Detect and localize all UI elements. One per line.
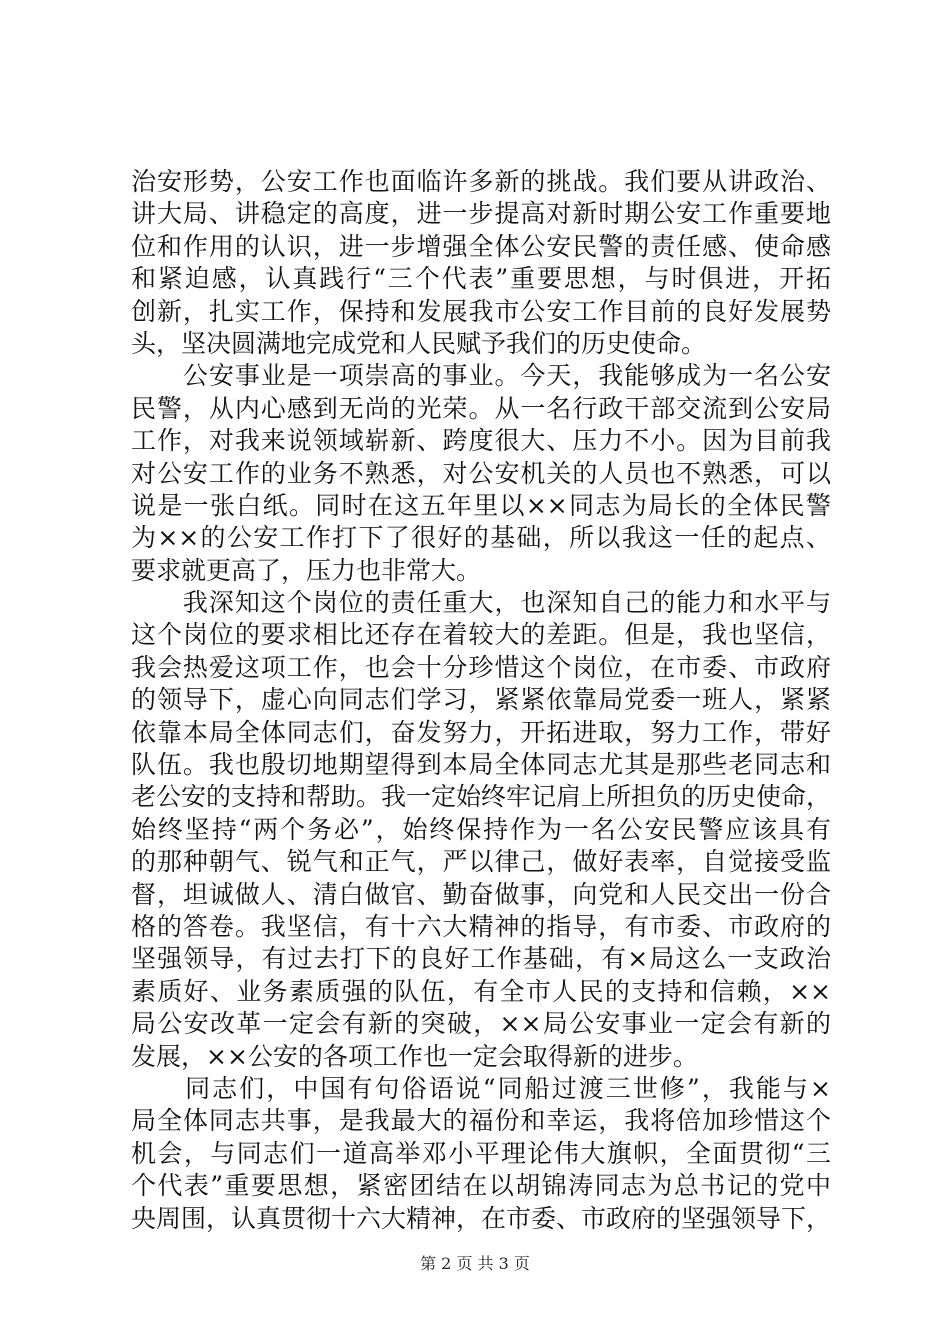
body-text	[131, 166, 831, 1235]
text-line: 素质好、业务素质强的队伍，有全市人民的支持和信赖，××	[131, 976, 831, 1006]
text-line: 始终坚持“两个务必”，始终保持作为一名公安民警应该具有	[131, 814, 831, 844]
text-line: 治安形势，公安工作也面临许多新的挑战。我们要从讲政治、	[131, 167, 831, 196]
text-line: 发展，××公安的各项工作也一定会取得新的进步。	[131, 1041, 698, 1071]
text-line: 我会热爱这项工作，也会十分珍惜这个岗位，在市委、市政府	[131, 652, 831, 682]
text-line: 要求就更高了，压力也非常大。	[131, 555, 482, 585]
text-line: 的领导下，虚心向同志们学习，紧紧依靠局党委一班人，紧紧	[131, 685, 831, 715]
text-line: 机会，与同志们一道高举邓小平理论伟大旗帜，全面贯彻“三	[131, 1138, 831, 1168]
text-line: 这个岗位的要求相比还存在着较大的差距。但是，我也坚信，	[131, 620, 831, 650]
text-line: 讲大局、讲稳定的高度，进一步提高对新时期公安工作重要地	[131, 199, 831, 229]
text-line: 为××的公安工作打下了很好的基础，所以我这一任的起点、	[131, 523, 831, 553]
text-line: 工作，对我来说领域崭新、跨度很大、压力不小。因为目前我	[131, 426, 831, 456]
text-line: 的那种朝气、锐气和正气，严以律己，做好表率，自觉接受监	[131, 847, 831, 877]
text-line: 依靠本局全体同志们，奋发努力，开拓进取，努力工作，带好	[131, 717, 831, 747]
text-line: 局公安改革一定会有新的突破，××局公安事业一定会有新的	[131, 1009, 831, 1039]
text-line: 说是一张白纸。同时在这五年里以××同志为局长的全体民警	[131, 490, 831, 520]
text-line: 创新，扎实工作，保持和发展我市公安工作目前的良好发展势	[131, 296, 831, 326]
page-number-footer: 第 2 页 共 3 页	[420, 1254, 530, 1273]
text-line: 对公安工作的业务不熟悉，对公安机关的人员也不熟悉，可以	[131, 458, 831, 488]
text-line: 位和作用的认识，进一步增强全体公安民警的责任感、使命感	[131, 231, 831, 261]
text-line: 同志们，中国有句俗语说“同船过渡三世修”，我能与×	[131, 1073, 831, 1103]
text-line: 头，坚决圆满地完成党和人民赋予我们的历史使命。	[131, 328, 707, 358]
text-line: 民警，从内心感到无尚的光荣。从一名行政干部交流到公安局	[131, 393, 831, 423]
text-line: 央周围，认真贯彻十六大精神，在市委、市政府的坚强领导下，	[131, 1203, 831, 1233]
text-line: 公安事业是一项崇高的事业。今天，我能够成为一名公安	[131, 361, 831, 391]
text-line: 坚强领导，有过去打下的良好工作基础，有×局这么一支政治	[131, 944, 831, 974]
text-line: 队伍。我也殷切地期望得到本局全体同志尤其是那些老同志和	[131, 750, 831, 780]
text-line: 老公安的支持和帮助。我一定始终牢记肩上所担负的历史使命，	[131, 782, 831, 812]
text-line: 个代表”重要思想，紧密团结在以胡锦涛同志为总书记的党中	[131, 1171, 831, 1201]
text-line: 格的答卷。我坚信，有十六大精神的指导，有市委、市政府的	[131, 911, 831, 941]
text-line: 我深知这个岗位的责任重大，也深知自己的能力和水平与	[131, 588, 831, 618]
text-line: 和紧迫感，认真践行“三个代表”重要思想，与时俱进，开拓	[131, 264, 831, 294]
text-line: 督，坦诚做人、清白做官、勤奋做事，向党和人民交出一份合	[131, 879, 831, 909]
text-line: 局全体同志共事，是我最大的福份和幸运，我将倍加珍惜这个	[131, 1106, 831, 1136]
